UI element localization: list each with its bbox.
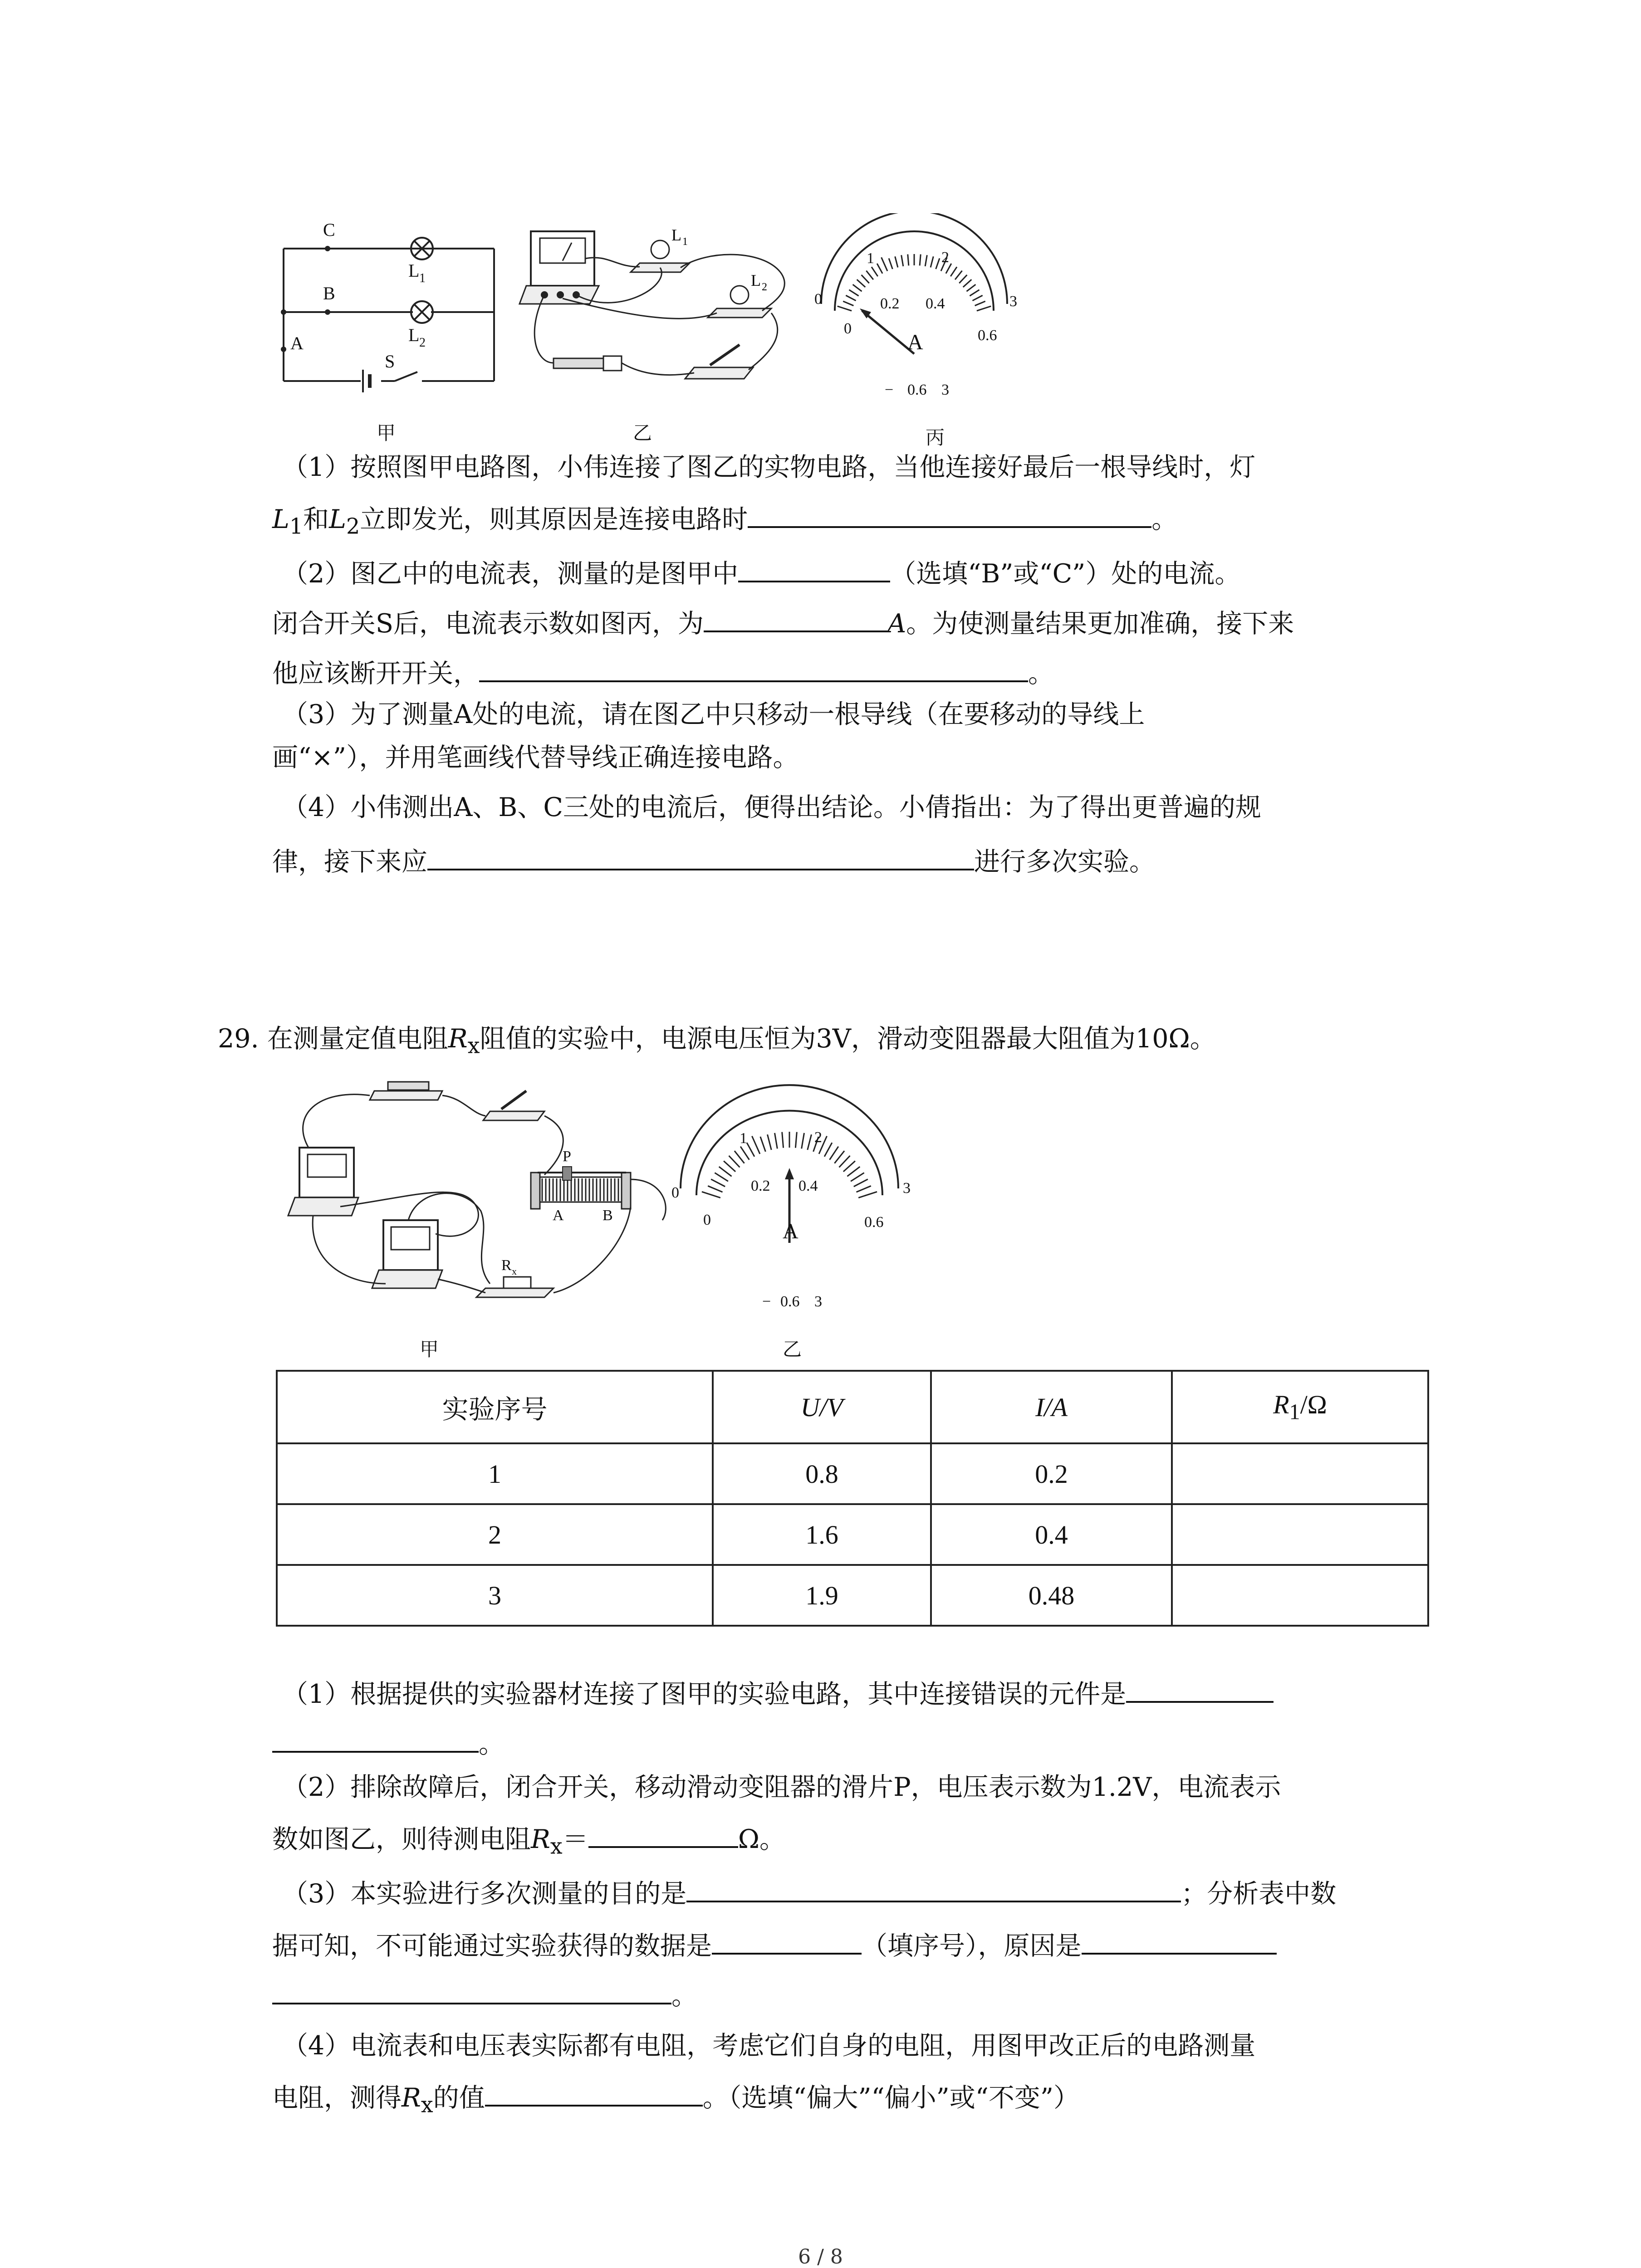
label-s: S: [385, 351, 395, 371]
svg-text:R: R: [501, 1257, 512, 1274]
answer-blank-q28-1[interactable]: [748, 499, 1151, 528]
svg-text:2: 2: [814, 1129, 822, 1146]
meter-tick: [908, 254, 909, 266]
meter-tick: [747, 1143, 754, 1157]
meter-tick: [963, 279, 972, 287]
real-circuit-q29-jia: [288, 1082, 666, 1297]
meter-tick: [853, 284, 862, 291]
q29-p1-line1: （1）根据提供的实验器材连接了图甲的实验电路，其中连接错误的元件是: [282, 1674, 1274, 1712]
svg-text:1: 1: [682, 236, 688, 248]
q28-p1-line2: $L_1$和$L_2$立即发光，则其原因是连接电路时 。: [272, 499, 1177, 545]
table-row: 3 1.9 0.48: [277, 1565, 1428, 1626]
svg-text:A: A: [907, 330, 923, 354]
meter-tick: [931, 256, 933, 267]
q28-p3-line1: （3）为了测量A处的电流，请在图乙中只移动一根导线（在要移动的导线上: [282, 699, 1145, 729]
svg-text:A: A: [783, 1219, 798, 1243]
q28-p1-line1: （1）按照图甲电路图，小伟连接了图乙的实物电路，当他连接好最后一根导线时，灯: [282, 452, 1256, 482]
meter-tick: [936, 258, 940, 269]
svg-text:0: 0: [814, 291, 822, 308]
meter-tick: [774, 1133, 777, 1149]
svg-text:L: L: [751, 271, 761, 289]
svg-text:x: x: [512, 1266, 517, 1277]
svg-text:0.4: 0.4: [926, 295, 945, 312]
q28-p4-line2: 律，接下来应 进行多次实验。: [272, 841, 1155, 880]
meter-tick: [838, 306, 852, 311]
svg-text:2: 2: [419, 336, 426, 350]
meter-tick: [977, 306, 991, 311]
q29-p2-line2: 数如图乙，则待测电阻$R_x= \Omega$。: [272, 1819, 785, 1865]
svg-text:A: A: [553, 1207, 564, 1224]
meter-tick: [970, 290, 979, 296]
data-table: [276, 1370, 1429, 1627]
ammeter-q29-yi: [671, 1085, 911, 1310]
svg-text:−: −: [762, 1293, 771, 1310]
table-cell-r[interactable]: [1172, 1565, 1428, 1626]
q29-p3-line1: （3）本实验进行多次测量的目的是 ；分析表中数: [282, 1873, 1336, 1912]
meter-tick: [729, 1156, 740, 1168]
meter-tick: [760, 1137, 766, 1152]
meter-tick: [862, 275, 869, 283]
meter-tick: [711, 1179, 725, 1187]
svg-text:3: 3: [941, 381, 949, 398]
meter-tick: [724, 1161, 735, 1172]
meter-tick: [802, 1133, 804, 1149]
meter-tick: [740, 1147, 749, 1160]
q29-stem: 29. 在测量定值电阻$R_x$阻值的实验中，电源电压恒为3V，滑动变阻器最大阻值为10Ω。: [218, 1024, 1216, 1059]
answer-blank-q29-3a[interactable]: [686, 1873, 1181, 1902]
label-a: A: [290, 333, 304, 353]
svg-text:1: 1: [867, 250, 874, 267]
svg-text:3: 3: [1009, 293, 1017, 310]
figure-q29: [272, 1070, 930, 1352]
svg-text:B: B: [603, 1207, 613, 1224]
q28-p3-line2: 画“×”），并用笔画线代替导线正确连接电路。: [272, 743, 799, 772]
header-index: 实验序号: [277, 1371, 713, 1443]
answer-blank-q29-3d[interactable]: [272, 1975, 671, 2004]
meter-tick: [966, 284, 975, 291]
svg-text:0.6: 0.6: [780, 1293, 800, 1310]
q28-p4-line1: （4）小伟测出A、B、C三处的电流后，便得出结论。小倩指出：为了得出更普遍的规: [282, 792, 1261, 822]
meter-tick: [851, 1173, 864, 1182]
meter-tick: [715, 1173, 728, 1182]
meter-tick: [882, 257, 887, 271]
meter-tick: [857, 279, 866, 287]
meter-tick: [849, 290, 858, 296]
answer-blank-q29-1a[interactable]: [1126, 1674, 1274, 1703]
meter-tick: [782, 1132, 784, 1148]
meter-tick: [719, 1167, 732, 1176]
meter-tick: [872, 267, 878, 276]
meter-tick: [950, 267, 957, 276]
answer-blank-q28-2a[interactable]: [738, 553, 890, 582]
meter-tick: [735, 1151, 745, 1163]
meter-tick: [830, 1147, 838, 1160]
meter-tick: [866, 271, 873, 280]
meter-tick: [752, 1136, 759, 1154]
label-b: B: [323, 283, 335, 303]
meter-tick: [843, 1161, 855, 1172]
meter-tick: [839, 1156, 850, 1168]
svg-text:0: 0: [844, 320, 852, 337]
svg-text:0.6: 0.6: [907, 381, 927, 398]
meter-tick: [877, 264, 882, 274]
answer-blank-q29-1b[interactable]: [272, 1724, 479, 1753]
meter-tick: [824, 1143, 832, 1157]
label-l1: L: [408, 260, 420, 281]
meter-tick: [702, 1192, 720, 1198]
q28-p2-line2: 闭合开关S后，电流表示数如图丙，为 A。为使测量结果更加准确，接下来: [272, 603, 1294, 642]
meter-tick: [843, 301, 853, 306]
table-header-row: [277, 1371, 1428, 1443]
svg-text:L: L: [671, 226, 681, 244]
caption-bing: 丙: [926, 426, 945, 449]
q29-p4-line2: 电阻，测得$R_x$的值 。（选填“偏大”“偏小”或“不变”）: [272, 2077, 1079, 2123]
q29-p3-line2: 据可知，不可能通过实验获得的数据是 （填序号），原因是: [272, 1926, 1277, 1964]
q29-p2-line1: （2）排除故障后，闭合开关，移动滑动变阻器的滑片P，电压表示数为1.2V，电流表示: [282, 1772, 1281, 1802]
svg-text:2: 2: [941, 249, 949, 266]
meter-tick: [959, 275, 967, 283]
meter-tick: [795, 1132, 797, 1148]
meter-tick: [856, 1186, 871, 1192]
meter-tick: [889, 258, 892, 269]
meter-tick: [925, 255, 927, 266]
answer-blank-q28-2c[interactable]: [479, 653, 1028, 682]
meter-tick: [768, 1134, 772, 1150]
meter-tick: [920, 254, 921, 266]
svg-text:0.2: 0.2: [880, 295, 900, 312]
meter-tick: [708, 1186, 722, 1192]
answer-blank-q29-2[interactable]: [588, 1819, 738, 1848]
q28-p2-line1: （2）图乙中的电流表，测量的是图甲中 （选填“B”或“C”）处的电流。: [282, 553, 1240, 592]
meter-tick: [955, 271, 962, 280]
meter-tick: [847, 1167, 860, 1176]
ammeter-bing: [814, 213, 1017, 398]
label-l2: L: [408, 325, 420, 345]
table-cell-r[interactable]: [1172, 1443, 1428, 1504]
meter-tick: [846, 295, 856, 301]
caption-jia: 甲: [377, 422, 396, 444]
header-r: $R_1/\Omega$: [1172, 1371, 1428, 1443]
table-row: 1 0.8 0.2: [277, 1443, 1428, 1504]
meter-tick: [975, 301, 985, 306]
real-circuit-yi: [519, 226, 784, 379]
table-cell-r[interactable]: [1172, 1504, 1428, 1565]
answer-blank-q29-3c[interactable]: [1082, 1926, 1277, 1955]
meter-tick: [854, 1179, 868, 1187]
q29-p3-line3: 。: [272, 1975, 697, 2014]
header-i: I/A: [931, 1371, 1172, 1443]
figure-top: [272, 213, 1066, 426]
caption-q29-jia: 甲: [420, 1338, 439, 1360]
meter-tick: [895, 256, 898, 267]
meter-tick: [972, 295, 982, 301]
label-c: C: [323, 220, 335, 240]
svg-text:0: 0: [671, 1184, 679, 1201]
header-u: U/V: [713, 1371, 931, 1443]
svg-text:−: −: [885, 381, 894, 398]
svg-text:P: P: [563, 1148, 571, 1165]
svg-text:1: 1: [419, 271, 426, 285]
svg-text:0.2: 0.2: [751, 1178, 770, 1194]
meter-tick: [901, 255, 903, 266]
meter-tick: [834, 1151, 844, 1163]
svg-text:3: 3: [814, 1293, 822, 1310]
svg-text:0.4: 0.4: [798, 1178, 818, 1194]
caption-q29-yi: 乙: [783, 1338, 802, 1360]
q28-p2-line3: 他应该断开开关， 。: [272, 653, 1054, 692]
svg-text:0: 0: [703, 1212, 711, 1228]
svg-text:3: 3: [903, 1180, 911, 1197]
svg-text:1: 1: [740, 1130, 747, 1147]
caption-yi: 乙: [633, 422, 652, 444]
meter-tick: [858, 1192, 877, 1198]
svg-text:0.6: 0.6: [864, 1214, 884, 1231]
answer-blank-q28-2b[interactable]: [704, 603, 887, 632]
q29-p4-line1: （4）电流表和电压表实际都有电阻，考虑它们自身的电阻，用图甲改正后的电路测量: [282, 2031, 1256, 2061]
q29-p1-line2: 。: [272, 1724, 505, 1762]
page-number: 6 / 8: [798, 2245, 843, 2268]
answer-blank-q29-4[interactable]: [485, 2077, 703, 2107]
answer-blank-q29-3b[interactable]: [712, 1926, 862, 1955]
meter-tick: [808, 1134, 812, 1150]
svg-text:0.6: 0.6: [978, 327, 997, 344]
svg-text:2: 2: [762, 281, 767, 293]
table-row: 2 1.6 0.4: [277, 1504, 1428, 1565]
answer-blank-q28-4[interactable]: [427, 841, 974, 870]
